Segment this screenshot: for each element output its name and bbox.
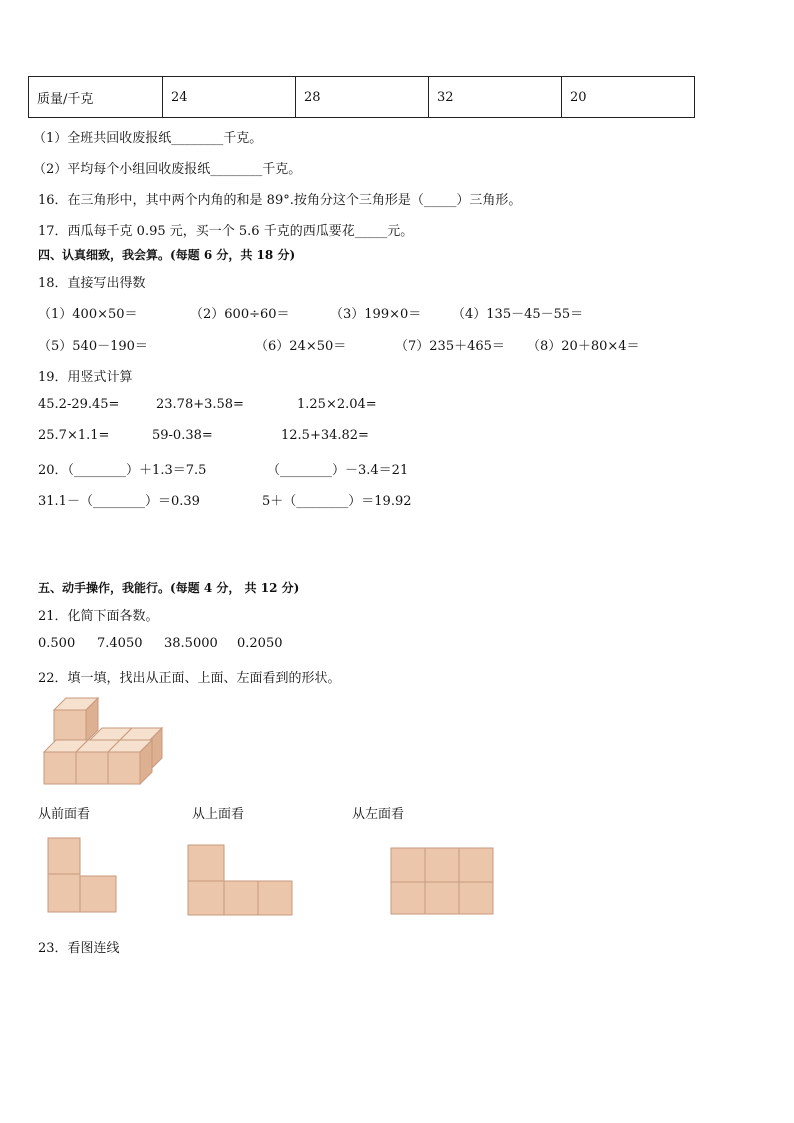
q18-item-8: （8）20＋80×4＝ [527,339,640,354]
question-23: 23．看图连线 [38,941,120,956]
q18-item-7: （7）235＋465＝ [395,339,505,354]
q21-item-2: 7.4050 [97,636,143,651]
question-22-title: 22．填一填，找出从正面、上面、左面看到的形状。 [38,671,341,686]
cube-stack-figure [40,696,175,788]
question-21-title: 21．化简下面各数。 [38,609,159,624]
question-15-part-1: （1）全班共回收废报纸________千克。 [33,131,263,146]
q21-item-1: 0.500 [38,636,76,651]
table-row [29,77,695,118]
q18-item-5: （5）540－190＝ [38,339,148,354]
label-left-view: 从左面看 [352,807,405,822]
q18-item-4: （4）135－45－55＝ [452,307,584,322]
table-cell-header: 质量/千克 [29,77,163,118]
q19-item-1: 45.2-29.45= [38,397,120,412]
front-view-shape [46,836,120,916]
question-18-title: 18．直接写出得数 [38,276,146,291]
section-4-heading: 四、认真细致，我会算。(每题 6 分，共 18 分) [38,248,296,262]
q21-item-4: 0.2050 [237,636,283,651]
question-16: 16．在三角形中，其中两个内角的和是 89°.按角分这个三角形是（_____）三角形。 [38,193,522,208]
table-cell: 20 [561,77,694,118]
q19-item-4: 25.7×1.1= [38,428,110,443]
question-17: 17．西瓜每千克 0.95 元，买一个 5.6 千克的西瓜要花_____元。 [38,224,414,239]
q20-item-4: 5＋（________）＝19.92 [262,494,412,509]
q19-item-5: 59-0.38= [152,428,213,443]
table-cell: 32 [428,77,561,118]
q18-item-1: （1）400×50＝ [38,307,138,322]
q19-item-2: 23.78+3.58= [156,397,244,412]
q20-item-2: （________）－3.4＝21 [267,463,409,478]
table-cell: 28 [295,77,428,118]
section-5-heading: 五、动手操作，我能行。(每题 4 分， 共 12 分) [38,581,300,595]
label-front-view: 从前面看 [38,807,91,822]
q20-item-1: 20．（________）＋1.3＝7.5 [38,463,207,478]
q18-item-6: （6）24×50＝ [255,339,347,354]
q18-item-2: （2）600÷60＝ [190,307,290,322]
label-top-view: 从上面看 [192,807,245,822]
q20-item-3: 31.1－（________）＝0.39 [38,494,200,509]
question-19-title: 19．用竖式计算 [38,370,133,385]
table-cell: 24 [162,77,295,118]
top-cube [54,698,98,742]
front-row-cubes [44,740,152,784]
q18-item-3: （3）199×0＝ [330,307,422,322]
left-view-shape [389,846,497,918]
q21-item-3: 38.5000 [164,636,218,651]
weight-table [28,76,695,118]
q19-item-3: 1.25×2.04= [297,397,377,412]
question-15-part-2: （2）平均每个小组回收废报纸________千克。 [33,162,302,177]
q19-item-6: 12.5+34.82= [281,428,369,443]
top-view-shape [186,843,296,919]
